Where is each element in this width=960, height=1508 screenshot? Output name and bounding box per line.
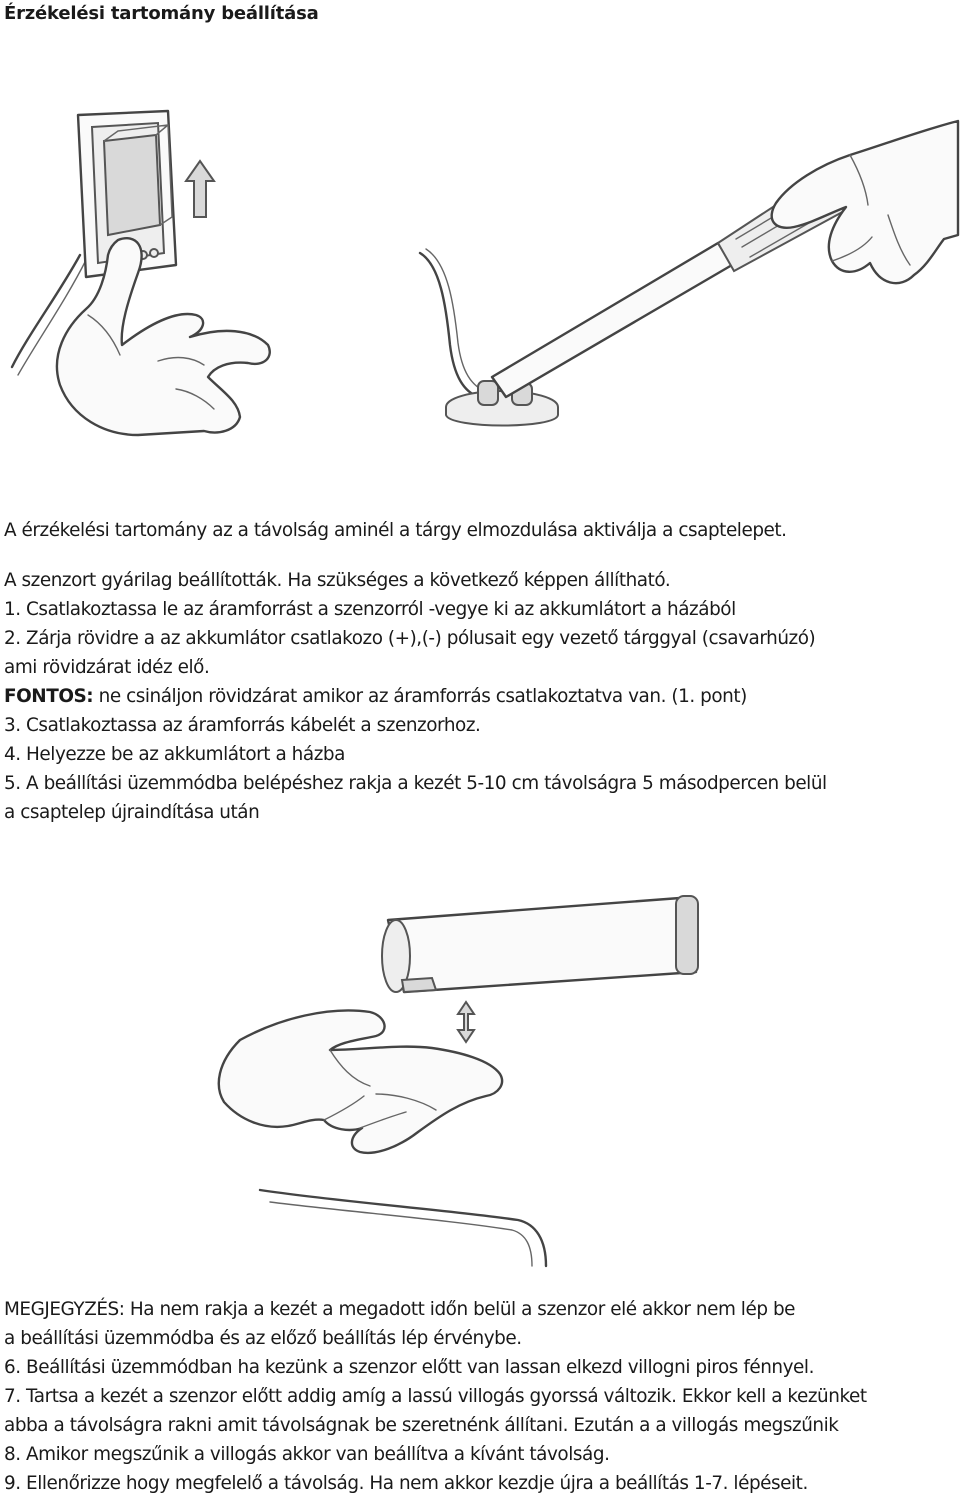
- step-6: 6. Beállítási üzemmódban ha kezünk a szenzor előtt van lassan elkezd villogni piros fénnyel.: [4, 1357, 814, 1378]
- instructions-section: [4, 566, 952, 827]
- step-7: 7. Tartsa a kezét a szenzor előtt addig amíg a lassú villogás gyorssá változik. Ekkor kell a kezünket: [4, 1386, 867, 1407]
- step-4: 4. Helyezze be az akkumlátort a házba: [4, 744, 345, 765]
- warning-line: [4, 682, 952, 711]
- step-2-continuation: ami rövidzárat idéz elő.: [4, 657, 210, 678]
- notes-section: [4, 1295, 952, 1498]
- intro-section: [4, 516, 952, 545]
- warning-text: ne csináljon rövidzárat amikor az áramforrás csatlakoztatva van. (1. pont): [93, 686, 747, 707]
- warning-label: FONTOS:: [4, 686, 94, 707]
- step-1: 1. Csatlakoztassa le az áramforrást a szenzorról -vegye ki az akkumlátort a házából: [4, 599, 736, 620]
- battery-removal-illustration: [8, 105, 278, 440]
- step-3: 3. Csatlakoztassa az áramforrás kábelét a szenzorhoz.: [4, 715, 481, 736]
- step-9: 9. Ellenőrizze hogy megfelelő a távolság. Ha nem akkor kezdje újra a beállítás 1-7. lépéseit.: [4, 1473, 808, 1494]
- screwdriver-short-circuit-illustration: [380, 115, 960, 445]
- screwdriver-drawing: [380, 115, 960, 445]
- factory-note-text: A szenzort gyárilag beállították. Ha szükséges a következő képpen állítható.: [4, 570, 671, 591]
- faucet-drawing: [200, 890, 720, 1270]
- step-2: 2. Zárja rövidre a az akkumlátor csatlakozo (+),(-) pólusait egy vezető tárggyal (csavarhúzó): [4, 628, 816, 649]
- hand-under-faucet-illustration: [200, 890, 720, 1270]
- note-line-continuation: a beállítási üzemmódba és az előző beállítás lép érvénybe.: [4, 1328, 522, 1349]
- step-8: 8. Amikor megszűnik a villogás akkor van beállítva a kívánt távolság.: [4, 1444, 610, 1465]
- step-5: 5. A beállítási üzemmódba belépéshez rakja a kezét 5-10 cm távolságra 5 másodpercen belül: [4, 773, 827, 794]
- step-7-continuation: abba a távolságra rakni amit távolságnak be szeretnénk állítani. Ezután a a villogás megszűnik: [4, 1415, 839, 1436]
- battery-removal-drawing: [8, 105, 278, 440]
- page-title: Érzékelési tartomány beállítása: [4, 3, 319, 24]
- note-line: MEGJEGYZÉS: Ha nem rakja a kezét a megadott időn belül a szenzor elé akkor nem lép be: [4, 1299, 796, 1320]
- definition-text: A érzékelési tartomány az a távolság aminél a tárgy elmozdulása aktiválja a csaptelepet.: [4, 520, 787, 541]
- step-5-continuation: a csaptelep újraindítása után: [4, 802, 260, 823]
